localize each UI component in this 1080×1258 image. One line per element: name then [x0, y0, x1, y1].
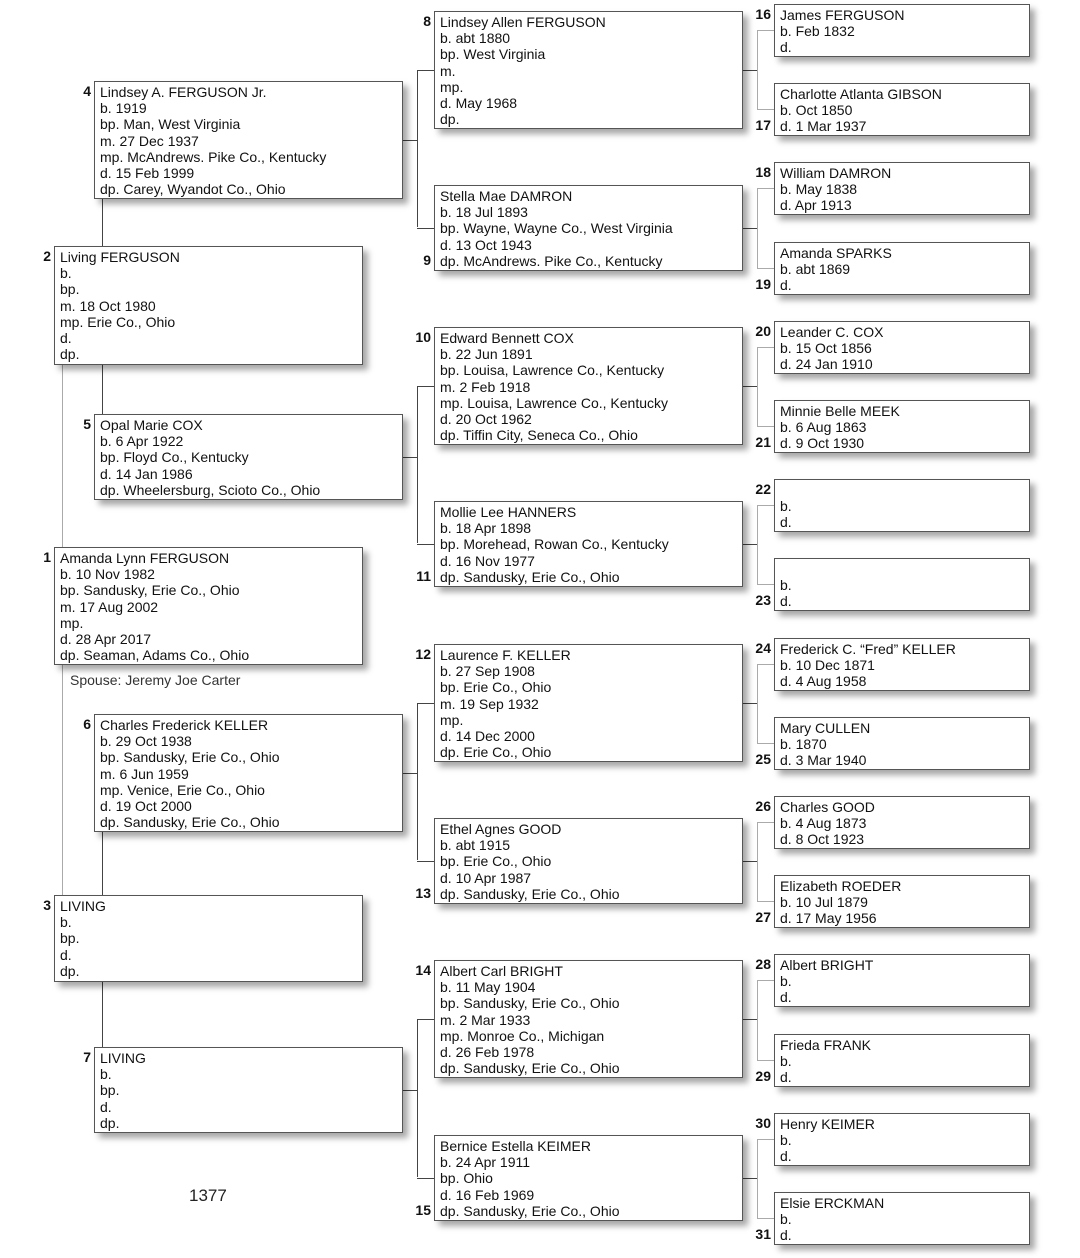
connector-line — [743, 386, 757, 387]
person-detail: bp. Erie Co., Ohio — [440, 679, 552, 696]
ahnentafel-number: 25 — [755, 751, 771, 768]
person-box-9[interactable] — [434, 185, 743, 271]
person-detail: dp. Sandusky, Erie Co., Ohio — [440, 1202, 620, 1219]
person-detail: d. — [780, 1227, 792, 1244]
connector-line — [417, 70, 434, 71]
connector-line — [757, 822, 758, 901]
person-name: Mollie Lee HANNERS — [440, 504, 577, 520]
person-box-29[interactable] — [774, 1034, 1030, 1087]
person-detail: mp. — [440, 78, 464, 95]
person-box-30[interactable] — [774, 1113, 1030, 1166]
person-detail: b. 4 Aug 1873 — [780, 815, 867, 832]
connector-line — [417, 1019, 434, 1020]
page-number: 1377 — [189, 1186, 227, 1205]
person-detail: b. — [780, 1132, 792, 1149]
person-detail: b. 15 Oct 1856 — [780, 340, 872, 357]
person-detail: bp. Erie Co., Ohio — [440, 853, 552, 870]
person-detail: d. May 1968 — [440, 95, 518, 112]
person-detail: dp. Seaman, Adams Co., Ohio — [60, 647, 250, 664]
ahnentafel-number: 29 — [755, 1068, 771, 1085]
connector-line — [417, 861, 434, 862]
person-box-20[interactable] — [774, 321, 1030, 374]
person-box-28[interactable] — [774, 954, 1030, 1007]
person-detail: dp. McAndrews. Pike Co., Kentucky — [440, 252, 663, 269]
person-detail: b. — [100, 1066, 112, 1083]
ahnentafel-number: 26 — [755, 798, 771, 814]
person-detail: bp. Louisa, Lawrence Co., Kentucky — [440, 362, 665, 379]
person-detail: d. 20 Oct 1962 — [440, 411, 532, 428]
person-name: Leander C. COX — [780, 324, 884, 340]
person-box-2[interactable] — [54, 246, 363, 365]
ahnentafel-number: 5 — [83, 416, 91, 432]
person-detail: d. — [780, 1069, 792, 1086]
person-box-25[interactable] — [774, 717, 1030, 770]
connector-line — [62, 365, 63, 547]
connector-line — [102, 832, 103, 895]
person-box-19[interactable] — [774, 242, 1030, 295]
connector-line — [743, 1178, 757, 1179]
connector-line — [743, 228, 757, 229]
person-name — [780, 561, 1029, 577]
connector-line — [757, 743, 774, 744]
person-box-24[interactable] — [774, 638, 1030, 691]
person-detail: bp. Wayne, Wayne Co., West Virginia — [440, 220, 673, 237]
person-box-5[interactable] — [94, 414, 403, 500]
person-detail: b. abt 1915 — [440, 837, 511, 854]
person-detail: b. May 1838 — [780, 181, 858, 198]
person-detail: dp. Erie Co., Ohio — [440, 744, 552, 761]
connector-line — [102, 982, 103, 1047]
person-box-14[interactable] — [434, 960, 743, 1078]
person-name: Charles Frederick KELLER — [100, 717, 269, 733]
ahnentafel-number: 22 — [755, 481, 771, 497]
person-detail: b. 10 Dec 1871 — [780, 657, 875, 674]
person-detail: m. 2 Mar 1933 — [440, 1011, 531, 1028]
ahnentafel-number: 1 — [43, 549, 51, 565]
connector-line — [757, 30, 758, 109]
connector-line — [417, 703, 434, 704]
person-box-17[interactable] — [774, 83, 1030, 136]
connector-line — [403, 1090, 417, 1091]
person-name: Elizabeth ROEDER — [780, 878, 902, 894]
connector-line — [757, 664, 758, 743]
connector-line — [757, 188, 758, 268]
ahnentafel-number: 14 — [415, 962, 431, 978]
connector-line — [757, 109, 774, 110]
person-detail: d. 1 Mar 1937 — [780, 118, 867, 135]
person-detail: d. — [780, 514, 792, 531]
person-detail: d. 15 Feb 1999 — [100, 165, 195, 182]
person-detail: d. — [780, 39, 792, 56]
person-name: William DAMRON — [780, 165, 892, 181]
person-name: Opal Marie COX — [100, 417, 203, 433]
person-detail: b. 22 Jun 1891 — [440, 346, 533, 363]
connector-line — [102, 365, 103, 414]
ahnentafel-number: 2 — [43, 248, 51, 264]
person-detail: mp. Venice, Erie Co., Ohio — [100, 781, 265, 798]
ahnentafel-number: 31 — [755, 1226, 771, 1243]
person-detail: b. — [60, 914, 72, 931]
connector-line — [757, 822, 774, 823]
person-detail: b. — [60, 265, 72, 282]
ahnentafel-number: 19 — [755, 276, 771, 293]
ahnentafel-number: 30 — [755, 1115, 771, 1131]
connector-line — [757, 980, 774, 981]
ahnentafel-number: 8 — [423, 13, 431, 29]
person-detail: b. abt 1869 — [780, 261, 851, 278]
person-detail: b. Oct 1850 — [780, 102, 853, 119]
connector-line — [417, 386, 418, 544]
ahnentafel-number: 27 — [755, 909, 771, 926]
person-detail: b. Feb 1832 — [780, 23, 855, 40]
person-name: LIVING — [60, 898, 106, 914]
person-detail: d. 10 Apr 1987 — [440, 869, 532, 886]
connector-line — [743, 703, 757, 704]
person-detail: dp. — [60, 346, 80, 363]
person-detail: dp. Sandusky, Erie Co., Ohio — [440, 1060, 620, 1077]
person-detail: b. 18 Apr 1898 — [440, 520, 532, 537]
person-detail: dp. — [440, 111, 460, 128]
person-detail: bp. Man, West Virginia — [100, 116, 241, 133]
person-detail: bp. Morehead, Rowan Co., Kentucky — [440, 536, 669, 553]
ahnentafel-number: 28 — [755, 956, 771, 972]
person-detail: mp. McAndrews. Pike Co., Kentucky — [100, 148, 327, 165]
person-name: Edward Bennett COX — [440, 330, 574, 346]
person-detail: b. — [780, 973, 792, 990]
person-name: Charles GOOD — [780, 799, 875, 815]
connector-line — [757, 584, 774, 585]
person-name: Henry KEIMER — [780, 1116, 875, 1132]
person-detail: bp. — [100, 1082, 120, 1099]
person-detail: bp. — [60, 930, 80, 947]
connector-line — [62, 665, 63, 895]
person-detail: d. 17 May 1956 — [780, 910, 877, 927]
ahnentafel-number: 21 — [755, 434, 771, 451]
ahnentafel-number: 20 — [755, 323, 771, 339]
ahnentafel-number: 24 — [755, 640, 771, 656]
person-detail: bp. Sandusky, Erie Co., Ohio — [60, 582, 240, 599]
person-detail: mp. Monroe Co., Michigan — [440, 1027, 605, 1044]
connector-line — [417, 70, 418, 228]
person-box-11[interactable] — [434, 501, 743, 587]
spouse-note: Spouse: Jeremy Joe Carter — [70, 672, 241, 688]
person-detail: d. — [780, 1148, 792, 1165]
person-detail: dp. — [100, 1114, 120, 1131]
person-detail: d. — [100, 1098, 112, 1115]
person-detail: bp. West Virginia — [440, 46, 546, 63]
person-name: Amanda Lynn FERGUSON — [60, 550, 230, 566]
person-box-10[interactable] — [434, 327, 743, 445]
ahnentafel-number: 18 — [755, 164, 771, 180]
ahnentafel-number: 12 — [415, 646, 431, 662]
connector-line — [743, 861, 757, 862]
person-detail: b. 29 Oct 1938 — [100, 733, 192, 750]
connector-line — [757, 268, 774, 269]
connector-line — [757, 426, 774, 427]
person-box-23[interactable] — [774, 558, 1030, 611]
ahnentafel-number: 23 — [755, 592, 771, 609]
person-detail: d. — [780, 989, 792, 1006]
person-detail: b. 1870 — [780, 736, 827, 753]
person-detail: d. 4 Aug 1958 — [780, 673, 867, 690]
person-box-26[interactable] — [774, 796, 1030, 849]
person-detail: b. — [780, 498, 792, 515]
person-box-18[interactable] — [774, 162, 1030, 215]
person-name: Stella Mae DAMRON — [440, 188, 573, 204]
person-box-1[interactable] — [54, 547, 363, 665]
person-detail: dp. Tiffin City, Seneca Co., Ohio — [440, 427, 638, 444]
ahnentafel-number: 6 — [83, 716, 91, 732]
person-box-8[interactable] — [434, 11, 743, 129]
ahnentafel-number: 9 — [423, 251, 431, 268]
person-detail: b. 6 Aug 1863 — [780, 419, 867, 436]
person-box-21[interactable] — [774, 400, 1030, 453]
ahnentafel-number: 4 — [83, 83, 91, 99]
connector-line — [757, 30, 774, 31]
person-detail: d. — [780, 277, 792, 294]
person-detail: d. 14 Dec 2000 — [440, 728, 535, 745]
person-detail: b. 6 Apr 1922 — [100, 433, 184, 450]
person-detail: d. 24 Jan 1910 — [780, 356, 873, 373]
person-box-16[interactable] — [774, 4, 1030, 57]
connector-line — [403, 773, 417, 774]
person-detail: m. 17 Aug 2002 — [60, 598, 159, 615]
person-name: Frieda FRANK — [780, 1037, 872, 1053]
person-detail: dp. Sandusky, Erie Co., Ohio — [100, 814, 280, 831]
connector-line — [403, 457, 417, 458]
person-box-15[interactable] — [434, 1135, 743, 1221]
connector-line — [102, 199, 103, 246]
person-detail: d. 19 Oct 2000 — [100, 798, 192, 815]
person-name: Ethel Agnes GOOD — [440, 821, 562, 837]
person-box-12[interactable] — [434, 644, 743, 762]
connector-line — [757, 980, 758, 1060]
person-detail: mp. Louisa, Lawrence Co., Kentucky — [440, 394, 669, 411]
connector-line — [757, 901, 774, 902]
person-detail: bp. Sandusky, Erie Co., Ohio — [100, 749, 280, 766]
connector-line — [757, 188, 774, 189]
person-detail: b. 11 May 1904 — [440, 979, 536, 996]
person-detail: d. 14 Jan 1986 — [100, 465, 193, 482]
person-name: Laurence F. KELLER — [440, 647, 571, 663]
person-detail: dp. Sandusky, Erie Co., Ohio — [440, 885, 620, 902]
person-name: Elsie ERCKMAN — [780, 1195, 885, 1211]
connector-line — [417, 1178, 434, 1179]
person-detail: m. 27 Dec 1937 — [100, 132, 199, 149]
person-name: Mary CULLEN — [780, 720, 871, 736]
person-detail: b. 10 Nov 1982 — [60, 566, 155, 583]
person-detail: b. 10 Jul 1879 — [780, 894, 868, 911]
person-detail: m. 19 Sep 1932 — [440, 695, 539, 712]
connector-line — [417, 1019, 418, 1178]
person-detail: m. 2 Feb 1918 — [440, 378, 531, 395]
connector-line — [757, 664, 774, 665]
person-detail: b. 1919 — [100, 100, 147, 117]
person-name: Albert Carl BRIGHT — [440, 963, 563, 979]
ahnentafel-number: 17 — [755, 117, 771, 134]
person-detail: bp. Floyd Co., Kentucky — [100, 449, 249, 466]
person-detail: d. 28 Apr 2017 — [60, 631, 152, 648]
person-name: James FERGUSON — [780, 7, 905, 23]
person-detail: d. 3 Mar 1940 — [780, 752, 867, 769]
person-detail: dp. Carey, Wyandot Co., Ohio — [100, 181, 286, 198]
connector-line — [417, 703, 418, 861]
person-detail: m. — [440, 62, 456, 79]
person-detail: mp. — [60, 614, 84, 631]
person-name: Lindsey Allen FERGUSON — [440, 14, 606, 30]
connector-line — [417, 386, 434, 387]
person-detail: b. 18 Jul 1893 — [440, 204, 528, 221]
connector-line — [743, 1019, 757, 1020]
person-name: Frederick C. “Fred” KELLER — [780, 641, 956, 657]
ahnentafel-number: 15 — [415, 1201, 431, 1218]
connector-line — [757, 347, 758, 426]
ahnentafel-number: 7 — [83, 1049, 91, 1065]
person-detail: b. — [780, 577, 792, 594]
person-detail: bp. Ohio — [440, 1170, 493, 1187]
person-name: LIVING — [100, 1050, 146, 1066]
ahnentafel-number: 3 — [43, 897, 51, 913]
person-box-22[interactable] — [774, 479, 1030, 532]
person-name: Amanda SPARKS — [780, 245, 892, 261]
person-detail: dp. Sandusky, Erie Co., Ohio — [440, 568, 620, 585]
person-detail: mp. Erie Co., Ohio — [60, 313, 176, 330]
person-detail: d. 8 Oct 1923 — [780, 831, 865, 848]
person-box-3[interactable] — [54, 895, 363, 982]
person-box-31[interactable] — [774, 1192, 1030, 1245]
person-detail: d. — [60, 946, 72, 963]
person-name: Charlotte Atlanta GIBSON — [780, 86, 942, 102]
person-name — [780, 482, 1029, 498]
person-detail: b. 27 Sep 1908 — [440, 663, 535, 680]
person-box-6[interactable] — [94, 714, 403, 832]
person-detail: m. 18 Oct 1980 — [60, 297, 156, 314]
person-detail: b. — [780, 1053, 792, 1070]
connector-line — [743, 70, 757, 71]
connector-line — [757, 1060, 774, 1061]
person-detail: d. — [780, 593, 792, 610]
person-detail: d. 26 Feb 1978 — [440, 1044, 535, 1061]
ahnentafel-number: 11 — [416, 567, 431, 584]
person-box-4[interactable] — [94, 81, 403, 199]
person-box-27[interactable] — [774, 875, 1030, 928]
person-detail: m. 6 Jun 1959 — [100, 765, 189, 782]
person-detail: b. 24 Apr 1911 — [440, 1154, 531, 1171]
person-detail: b. — [780, 1211, 792, 1228]
person-name: Living FERGUSON — [60, 249, 180, 265]
ahnentafel-number: 16 — [755, 6, 771, 22]
person-detail: mp. — [440, 711, 464, 728]
connector-line — [757, 1218, 774, 1219]
person-box-7[interactable] — [94, 1047, 403, 1133]
connector-line — [757, 1139, 758, 1218]
person-detail: d. 16 Nov 1977 — [440, 552, 535, 569]
person-detail: bp. Sandusky, Erie Co., Ohio — [440, 995, 620, 1012]
connector-line — [417, 544, 434, 545]
person-detail: d. 13 Oct 1943 — [440, 236, 532, 253]
person-detail: dp. — [60, 962, 80, 979]
person-detail: bp. — [60, 281, 80, 298]
connector-line — [757, 347, 774, 348]
ahnentafel-number: 10 — [415, 329, 431, 345]
connector-line — [743, 544, 757, 545]
connector-line — [757, 505, 758, 584]
connector-line — [417, 228, 434, 229]
ahnentafel-number: 13 — [415, 884, 431, 901]
person-detail: dp. Wheelersburg, Scioto Co., Ohio — [100, 481, 321, 498]
connector-line — [403, 140, 417, 141]
connector-line — [757, 1139, 774, 1140]
person-name: Bernice Estella KEIMER — [440, 1138, 591, 1154]
person-name: Minnie Belle MEEK — [780, 403, 900, 419]
person-detail: b. abt 1880 — [440, 30, 511, 47]
person-detail: d. 16 Feb 1969 — [440, 1186, 535, 1203]
person-name: Lindsey A. FERGUSON Jr. — [100, 84, 267, 100]
person-box-13[interactable] — [434, 818, 743, 904]
connector-line — [757, 505, 774, 506]
person-name: Albert BRIGHT — [780, 957, 874, 973]
person-detail: d. — [60, 330, 72, 347]
person-detail: d. 9 Oct 1930 — [780, 435, 865, 452]
person-detail: d. Apr 1913 — [780, 197, 852, 214]
